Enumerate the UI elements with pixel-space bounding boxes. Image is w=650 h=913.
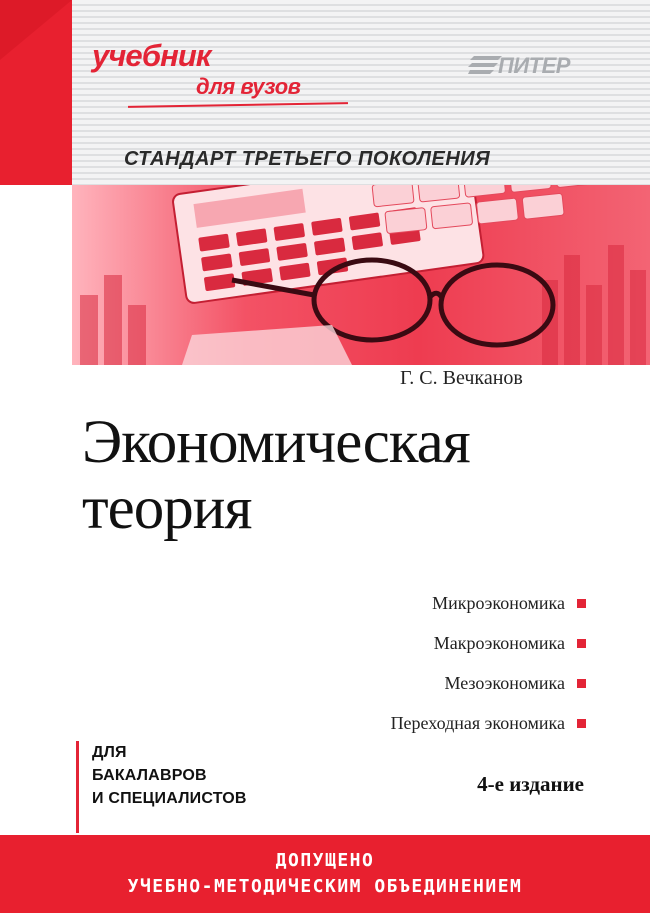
series-underline [128,102,348,108]
publisher-logo [468,50,608,84]
title-line1: Экономическая [82,409,470,476]
topic-label: Переходная экономика [390,713,565,733]
audience-line2: БАКАЛАВРОВ [92,767,207,784]
series-logo [92,38,352,118]
approval-line1: ДОПУЩЕНО [275,850,375,871]
series-line1: учебник [92,38,211,73]
standard-label: СТАНДАРТ ТРЕТЬЕГО ПОКОЛЕНИЯ [124,148,491,170]
topic-label: Макроэкономика [433,633,565,653]
approval-text [0,848,650,900]
red-square-bullet-icon [577,679,586,688]
book-title [82,410,470,542]
red-square-bullet-icon [577,719,586,728]
red-square-bullet-icon [577,639,586,648]
edition-label: 4-е издание [477,772,584,796]
topic-label: Мезоэкономика [444,673,565,693]
topic-item [391,663,586,703]
corner-red-block [0,0,72,185]
cover-photo [72,185,650,365]
topics-list [391,583,586,743]
title-line2: теория [82,475,252,542]
topic-item [391,623,586,663]
topic-label: Микроэкономика [432,593,565,613]
publisher-name: ПИТЕР [498,53,570,78]
audience-label [76,741,247,833]
calculator-and-glasses-image-icon [72,185,650,365]
topic-item [391,583,586,623]
audience-line3: И СПЕЦИАЛИСТОВ [92,790,247,807]
series-line2: для вузов [196,74,301,99]
piter-logo-mark-icon [468,56,502,76]
topic-item [391,703,586,743]
red-square-bullet-icon [577,599,586,608]
audience-line1: ДЛЯ [92,744,127,761]
approval-line2: УЧЕБНО-МЕТОДИЧЕСКИМ ОБЪЕДИНЕНИЕМ [127,876,523,897]
author-name: Г. С. Вечканов [400,367,523,389]
